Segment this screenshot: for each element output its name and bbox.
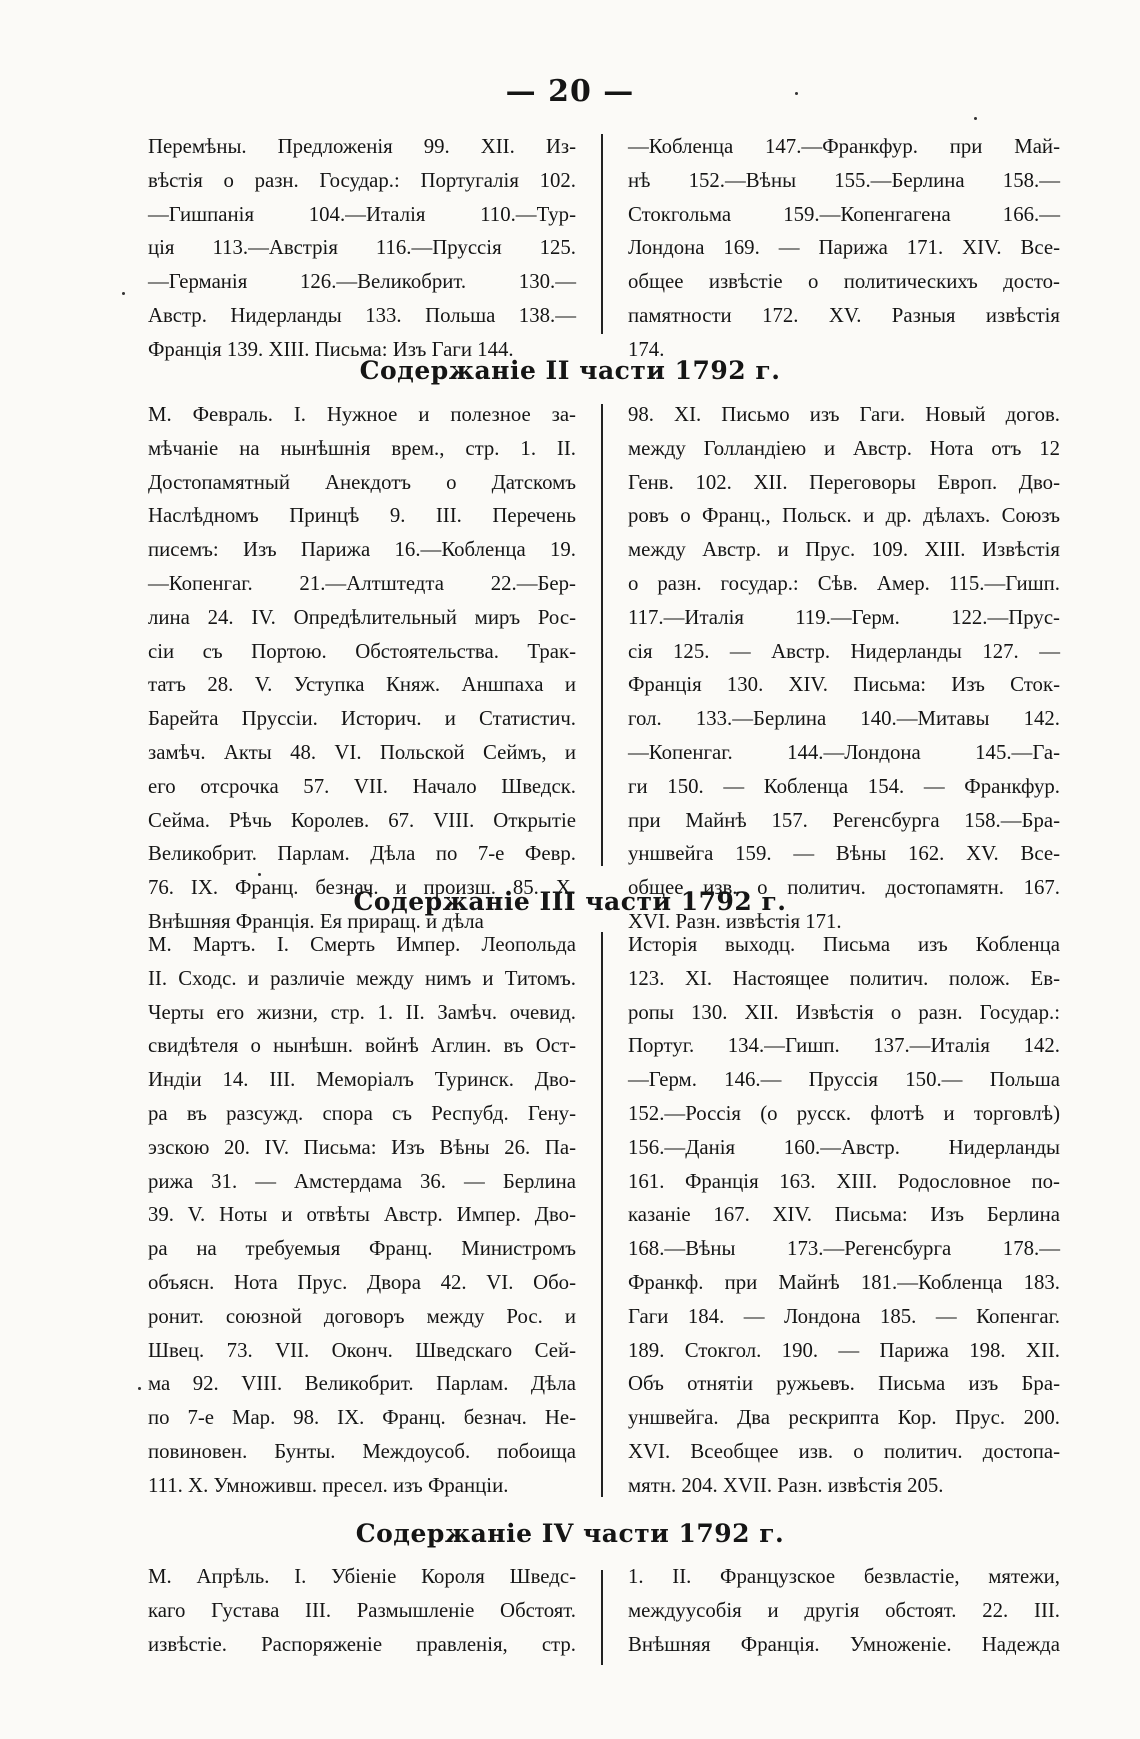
text-line: лина 24. IV. Опредѣлительный миръ Рос-: [148, 605, 576, 629]
text-line: XVI. Разн. извѣстія 171.: [628, 909, 842, 933]
text-line: 161. Франція 163. XIII. Родословное по-: [628, 1169, 1060, 1193]
scan-speck: [795, 92, 798, 95]
section-1-left-column: [148, 398, 576, 939]
text-line: Лондона 169. — Парижа 171. XIV. Все-: [628, 236, 1060, 260]
text-line: 174.: [628, 337, 665, 361]
section-3-heading: Содержаніе IV части 1792 г.: [355, 1519, 785, 1548]
text-line: 111. X. Умноживш. пресел. изъ Франціи.: [148, 1473, 509, 1497]
text-line: 1. II. Французское безвластіе, мятежи,: [628, 1565, 1060, 1588]
scan-speck: [974, 117, 977, 120]
text-line: 168.—Вѣны 173.—Регенсбурга 178.—: [628, 1237, 1060, 1261]
text-line: 98. XI. Письмо изъ Гаги. Новый догов.: [628, 403, 1060, 426]
text-line: междуусобія и другія обстоят. 22. III.: [628, 1598, 1060, 1622]
text-line: —Германія 126.—Великобрит. 130.—: [148, 270, 576, 294]
section-3-left-column: [148, 1560, 576, 1661]
text-line: Индіи 14. III. Меморіалъ Туринск. Дво-: [148, 1068, 576, 1092]
text-line: Черты его жизни, стр. 1. II. Замѣч. очевид.: [148, 1000, 576, 1024]
text-line: 117.—Италія 119.—Герм. 122.—Прус-: [628, 605, 1060, 629]
text-line: Великобрит. Парлам. Дѣла по 7-е Февр.: [148, 842, 576, 866]
text-line: эзскою 20. IV. Письма: Изъ Вѣны 26. Па-: [148, 1135, 576, 1159]
column-divider: [601, 1570, 603, 1665]
text-line: Объ отнятіи ружьевъ. Письма изъ Бра-: [628, 1372, 1060, 1396]
section-2-right-column: [628, 928, 1060, 1503]
text-line: ропы 130. XII. Извѣстія о разн. Государ.:: [628, 1000, 1060, 1024]
text-line: между Австр. и Прус. 109. XIII. Извѣстія: [628, 538, 1060, 562]
text-line: —Герм. 146.— Пруссія 150.— Польша: [628, 1068, 1060, 1092]
text-line: 123. XI. Настоящее политич. полож. Ев-: [628, 966, 1060, 990]
text-line: Внѣшняя Франція. Умноженіе. Надежда: [628, 1632, 1060, 1656]
text-line: М. Мартъ. I. Смерть Импер. Леопольда: [148, 933, 576, 956]
text-line: 156.—Данія 160.—Австр. Нидерланды: [628, 1135, 1060, 1159]
text-line: о разн. государ.: Сѣв. Амер. 115.—Гишп.: [628, 571, 1060, 595]
text-line: Сейма. Рѣчь Королев. 67. VIII. Открытіе: [148, 808, 576, 832]
text-line: рижа 31. — Амстердама 36. — Берлина: [148, 1169, 576, 1193]
text-line: 39. V. Ноты и отвѣты Австр. Импер. Дво-: [148, 1203, 576, 1227]
text-line: Австр. Нидерланды 133. Польша 138.—: [148, 303, 576, 327]
text-line: Барейта Пруссіи. Историч. и Статистич.: [148, 707, 576, 731]
text-line: повиновен. Бунты. Междоусоб. побоища: [148, 1439, 576, 1463]
text-line: 76. IX. Франц. безнач. и произш. 85. X.: [148, 876, 576, 900]
scan-speck: [122, 292, 125, 295]
column-divider: [601, 404, 603, 866]
text-line: Стокгольма 159.—Копенгагена 166.—: [628, 202, 1060, 226]
section-1-heading: Содержаніе II части 1792 г.: [359, 356, 781, 385]
text-line: каго Густава III. Размышленіе Обстоят.: [148, 1598, 576, 1622]
text-line: по 7-е Мар. 98. IX. Франц. безнач. Не-: [148, 1406, 576, 1430]
scan-speck: [258, 873, 261, 876]
text-line: —Кобленца 147.—Франкфур. при Май-: [628, 135, 1060, 158]
text-line: ра на требуемыя Франц. Министромъ: [148, 1237, 576, 1261]
text-line: писемъ: Изъ Парижа 16.—Кобленца 19.: [148, 538, 576, 562]
scan-speck: [138, 1387, 141, 1390]
text-line: Исторія выходц. Письма изъ Кобленца: [628, 933, 1060, 956]
text-line: Швец. 73. VII. Оконч. Шведскаго Сей-: [148, 1338, 576, 1362]
text-line: сія 125. — Австр. Нидерланды 127. —: [628, 639, 1060, 663]
text-line: гол. 133.—Берлина 140.—Митавы 142.: [628, 707, 1060, 731]
text-line: М. Февраль. I. Нужное и полезное за-: [148, 403, 576, 426]
section-2-heading: Содержаніе III части 1792 г.: [353, 887, 787, 916]
section-1-right-column: [628, 398, 1060, 939]
text-line: 152.—Россія (о русск. флотѣ и торговлѣ): [628, 1101, 1060, 1125]
text-line: сіи съ Портою. Обстоятельства. Трак-: [148, 639, 576, 663]
text-line: уншвейга 159. — Вѣны 162. XV. Все-: [628, 842, 1060, 866]
text-line: замѣч. Акты 48. VI. Польской Сеймъ, и: [148, 740, 576, 764]
text-line: ронит. союзной договоръ между Рос. и: [148, 1304, 576, 1328]
text-line: —Копенгаг. 21.—Алтштедта 22.—Бер-: [148, 571, 576, 595]
text-line: общее изв. о политич. достопамятн. 167.: [628, 876, 1060, 900]
text-line: его отсрочка 57. VII. Начало Шведск.: [148, 774, 576, 798]
text-line: XVI. Всеобщее изв. о политич. достопа-: [628, 1439, 1060, 1463]
text-line: —Гишпанія 104.—Италія 110.—Тур-: [148, 202, 576, 226]
text-line: ги 150. — Кобленца 154. — Франкфур.: [628, 774, 1060, 798]
text-line: Португ. 134.—Гишп. 137.—Италія 142.: [628, 1034, 1060, 1058]
text-line: Франкф. при Майнѣ 181.—Кобленца 183.: [628, 1270, 1060, 1294]
text-line: между Голландіею и Австр. Нота отъ 12: [628, 436, 1060, 460]
text-line: —Копенгаг. 144.—Лондона 145.—Га-: [628, 740, 1060, 764]
text-line: татъ 28. V. Уступка Княж. Аншпаха и: [148, 673, 576, 697]
text-line: при Майнѣ 157. Регенсбурга 158.—Бра-: [628, 808, 1060, 832]
text-line: ма 92. VIII. Великобрит. Парлам. Дѣла: [148, 1372, 576, 1396]
text-line: вѣстія о разн. Государ.: Португалія 102.: [148, 168, 576, 192]
text-line: Франція 130. XIV. Письма: Изъ Сток-: [628, 673, 1060, 697]
text-line: Франція 139. XIII. Письма: Изъ Гаги 144.: [148, 337, 514, 361]
text-line: Генв. 102. XII. Переговоры Европ. Дво-: [628, 470, 1060, 494]
section-3-right-column: [628, 1560, 1060, 1661]
text-line: ра въ разсужд. спора съ Респубд. Гену-: [148, 1101, 576, 1125]
text-line: извѣстіе. Распоряженіе правленія, стр.: [148, 1632, 576, 1656]
text-line: М. Апрѣль. I. Убіеніе Короля Шведс-: [148, 1565, 576, 1588]
text-line: нѣ 152.—Вѣны 155.—Берлина 158.—: [628, 168, 1060, 192]
text-line: объясн. Нота Прус. Двора 42. VI. Обо-: [148, 1270, 576, 1294]
text-line: ція 113.—Австрія 116.—Пруссія 125.: [148, 236, 576, 260]
section-0-left-column: [148, 130, 576, 367]
text-line: свидѣтеля о нынѣшн. войнѣ Аглин. въ Ост-: [148, 1034, 576, 1058]
text-line: Внѣшняя Франція. Ея приращ. и дѣла: [148, 909, 484, 933]
section-2-left-column: [148, 928, 576, 1503]
text-line: мѣчаніе на нынѣшнія врем., стр. 1. II.: [148, 436, 576, 460]
text-line: 189. Стокгол. 190. — Парижа 198. XII.: [628, 1338, 1060, 1362]
page-number: — 20 —: [505, 74, 635, 109]
text-line: Наслѣдномъ Принцѣ 9. III. Перечень: [148, 504, 576, 528]
text-line: Достопамятный Анекдотъ о Датскомъ: [148, 470, 576, 494]
text-line: уншвейга. Два рескрипта Кор. Прус. 200.: [628, 1406, 1060, 1430]
section-0-right-column: [628, 130, 1060, 367]
text-line: Гаги 184. — Лондона 185. — Копенгаг.: [628, 1304, 1060, 1328]
text-line: общее извѣстіе о политическихъ досто-: [628, 270, 1060, 294]
text-line: Перемѣны. Предложенія 99. XII. Из-: [148, 135, 576, 158]
column-divider: [601, 932, 603, 1497]
text-line: казаніе 167. XIV. Письма: Изъ Берлина: [628, 1203, 1060, 1227]
text-line: ровъ о Франц., Польск. и др. дѣлахъ. Союзъ: [628, 504, 1060, 528]
text-line: II. Сходс. и различіе между нимъ и Титомъ.: [148, 966, 576, 990]
text-line: памятности 172. XV. Разныя извѣстія: [628, 303, 1060, 327]
text-line: мятн. 204. XVII. Разн. извѣстія 205.: [628, 1473, 944, 1497]
column-divider: [601, 134, 603, 334]
